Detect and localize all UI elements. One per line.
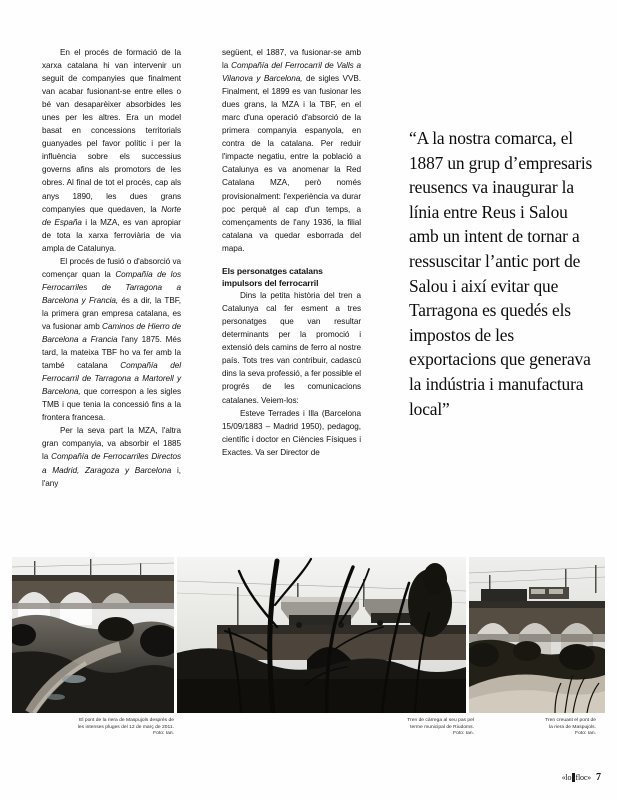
photo-caption-1 <box>22 718 174 738</box>
paragraph <box>42 46 181 255</box>
text-column-2 <box>222 46 361 459</box>
italic-run: Compañía de los Ferrocarriles de Tarragona a Barcelona y Francia, <box>42 269 181 305</box>
caption-line: terme municipal de Riudoms. <box>410 724 474 730</box>
caption-line: les intenses pluges del 12 de març de 2011. <box>77 724 174 730</box>
photo-maspujols-bridge <box>12 557 174 713</box>
publication-logo <box>562 773 591 782</box>
photo-3-graphic <box>469 557 605 713</box>
photo-strip <box>12 557 605 713</box>
logo-text-left: «lo <box>561 773 572 782</box>
pull-quote: “A la nostra comarca, el 1887 un grup d’empresaris reusencs va inaugurar la línia entre Reus i Salou amb un intent de tornar a ressuscitar l’antic port de Salou i així evitar que Tarragona es quedés els impostos de les exportacions que generava la indústria i manufactura local” <box>409 128 593 419</box>
photo-caption-3 <box>500 718 596 738</box>
logo-bar-icon <box>572 773 574 782</box>
text-run: Per la seva part la MZA, l'altra gran companyia, va absorbir el 1885 la <box>42 426 181 462</box>
photo-1-graphic <box>12 557 174 713</box>
caption-line: Tren creuant el pont de <box>545 718 596 723</box>
photo-caption-2 <box>352 718 474 738</box>
page-number: 7 <box>596 772 601 783</box>
text-run: de sigles VVB. Finalment, el 1899 es van fusionar les dues grans, la MZA i la TBF, en el marc d'una operació d'absorció de la primera companyia espanyola, en contra de la catalana. Per reduir l'impacte negatiu, entre la població a Catalunya es va anomenar la Red Catalana MZA, però només provisionalment: l'experiència va durar poc perquè al cap d'un temps, a començaments de l'any 1936, la filial catalana va quedar esborrada del mapa. <box>222 74 361 253</box>
text-run: i la MZA, es van apropiar de tota la xarxa ferroviària de via ampla de Catalunya. <box>42 217 181 253</box>
photo-freight-train-riudoms <box>177 557 466 713</box>
caption-line: El pont de la riera de Maspujols després de <box>79 718 174 723</box>
text-run: és a dir, la TBF, la primera gran empresa catalana, es va fusionar amb <box>42 295 182 331</box>
caption-line: Tren de càrrega al seu pas pel <box>407 718 474 723</box>
text-run: Dins la petita història del tren a Catalunya cal fer esment a tres personatges que van resultar determinants per la promoció i extensió dels camins de ferro al nostre país. Tots tres van contribuir, cadascú dins la seva professió, a fer possible el progrés de les comunicacions catalanes. Veiem-los: <box>222 291 361 405</box>
text-column-1 <box>42 46 181 490</box>
italic-run: Compañía del Ferrocarril de Valls a Vilanova y Barcelona, <box>222 61 361 84</box>
italic-run: Compañía de Ferrocarriles Directos a Madrid, Zaragoza y Barcelona <box>42 452 182 475</box>
text-run: El procés de fusió o d'absorció va començar quan la <box>42 256 181 279</box>
paragraph <box>222 46 361 255</box>
italic-run: Norte de España <box>42 204 181 227</box>
photo-2-graphic <box>177 557 466 713</box>
caption-credit: Foto: Ian. <box>453 731 474 737</box>
section-subheading: Els personatges catalans impulsors del ferrocarril <box>222 265 323 288</box>
text-run: l'any 1875. Més tard, la mateixa TBF ho va fer amb la també catalana <box>42 335 181 371</box>
logo-text-right: floc» <box>575 773 591 782</box>
text-run: que correspon a les sigles TMB i que tenia la concessió fins a la frontera francesa. <box>42 387 181 423</box>
paragraph <box>222 289 361 406</box>
caption-credit: Foto: Ian. <box>153 731 174 737</box>
text-run: següent, el 1887, va fusionar-se amb la <box>222 48 361 71</box>
text-run: Esteve Terrades i Illa (Barcelona 15/09/1883 – Madrid 1950), pedagog, científic i doctor en Ciències Físiques i Exactes. Va ser Director de <box>222 408 361 457</box>
paragraph <box>222 407 361 459</box>
text-run: i, l'any <box>42 465 181 488</box>
italic-run: Compañía del Ferrocarril de Tarragona a Martorell y Barcelona, <box>42 361 181 397</box>
paragraph <box>42 424 181 489</box>
photo-train-crossing-bridge <box>469 557 605 713</box>
caption-credit: Foto: Ian. <box>575 731 596 737</box>
italic-run: Caminos de Hierro de Barcelona a Francia <box>42 321 181 345</box>
paragraph <box>42 255 181 425</box>
page-footer <box>562 772 601 783</box>
text-run: En el procés de formació de la xarxa catalana hi van intervenir un seguit de companyies que finalment van acabar fusionant-se entre elles o bé van desaparèixer absorbides les unes per les altres. Era un model basat en concessions territorials guanyades pel favor polític i per la influència sobre els successius governs afins als promotors de les obres. Al final de tot el procés, cap als anys 1890, les dues grans companyies que quedaven, la <box>42 48 181 214</box>
caption-line: la riera de Maspujols. <box>549 724 596 730</box>
